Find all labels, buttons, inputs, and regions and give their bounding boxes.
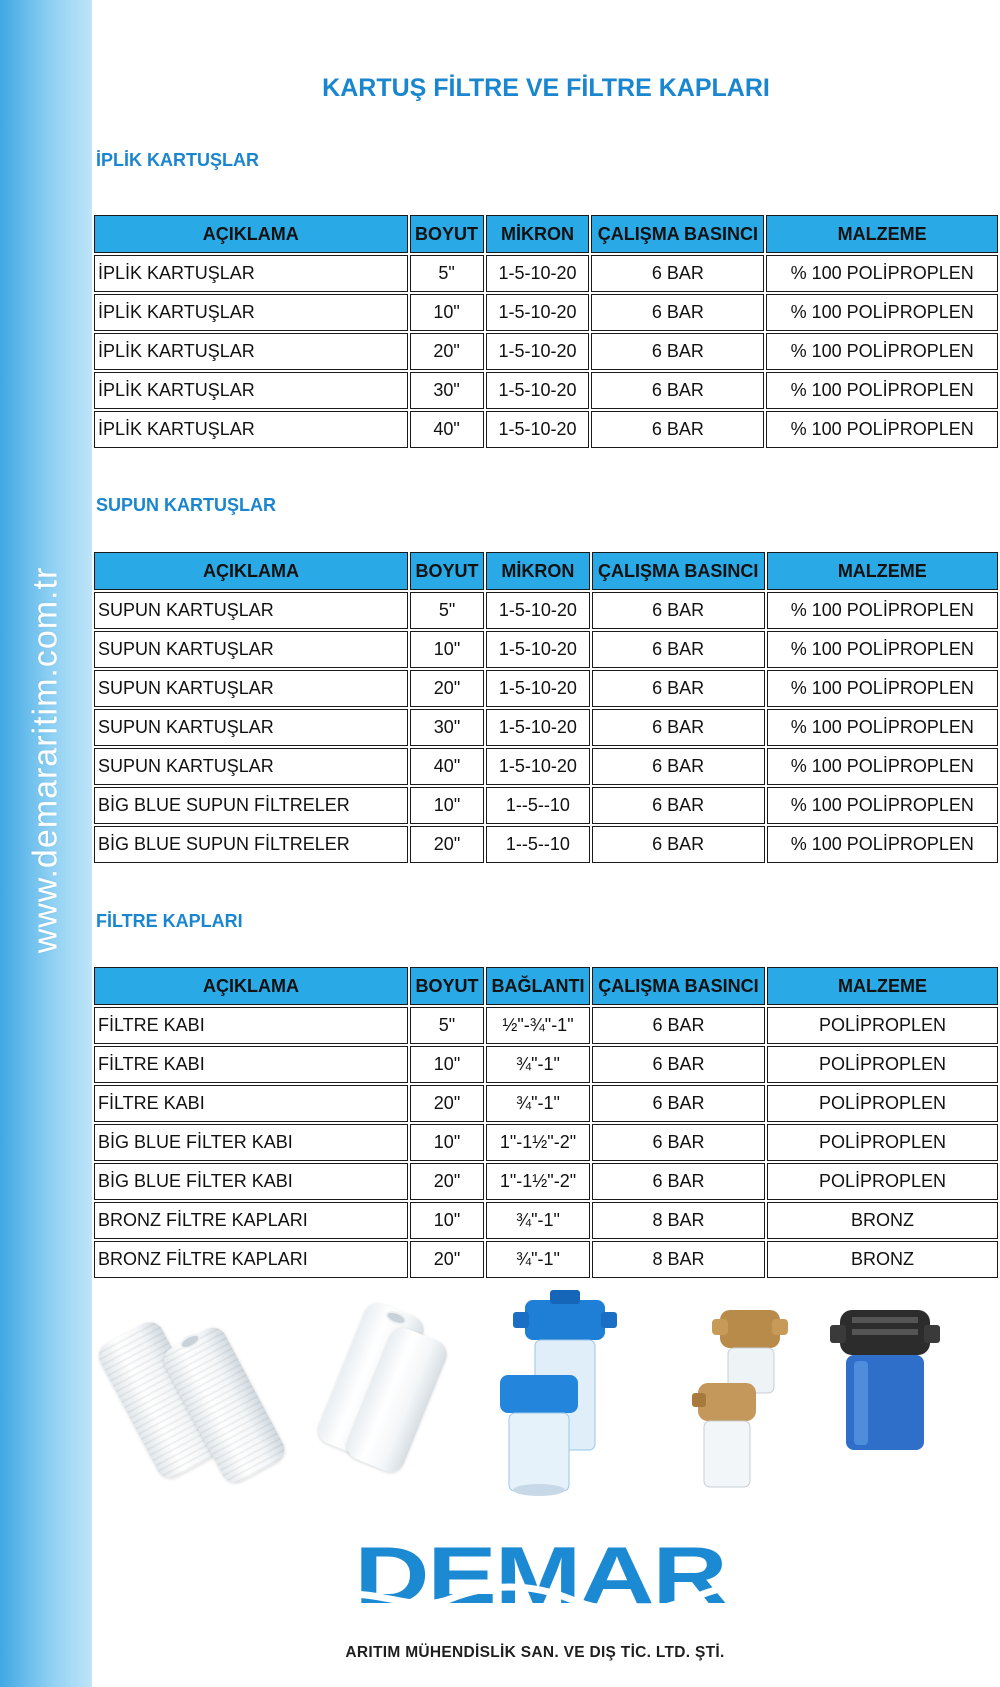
table-header-row	[94, 552, 998, 590]
table-cell: % 100 POLİPROPLEN	[766, 372, 998, 409]
table-row	[94, 670, 998, 707]
table-cell: 1-5-10-20	[486, 592, 590, 629]
bronze-housing-image	[690, 1305, 800, 1495]
table-cell: 6 BAR	[592, 631, 765, 668]
table-cell: 1--5--10	[486, 787, 590, 824]
table-cell: 1"-1½"-2"	[486, 1124, 590, 1161]
table-cell: ¾"-1"	[486, 1046, 590, 1083]
logo-wave-icon	[330, 1573, 750, 1623]
column-header: ÇALIŞMA BASINCI	[592, 552, 765, 590]
table-cell: SUPUN KARTUŞLAR	[94, 631, 408, 668]
table-cell: 20"	[410, 333, 484, 370]
table-cell: BRONZ FİLTRE KAPLARI	[94, 1241, 408, 1278]
table-cell: 8 BAR	[592, 1241, 765, 1278]
table-cell: 10"	[410, 787, 484, 824]
table-row	[94, 1202, 998, 1239]
table-cell: BRONZ FİLTRE KAPLARI	[94, 1202, 408, 1239]
page-title: KARTUŞ FİLTRE VE FİLTRE KAPLARI	[322, 74, 770, 102]
table-cell: 20"	[410, 1163, 484, 1200]
table-cell: 1-5-10-20	[486, 294, 590, 331]
table-cell: % 100 POLİPROPLEN	[766, 333, 998, 370]
column-header: AÇIKLAMA	[94, 215, 408, 253]
table-cell: İPLİK KARTUŞLAR	[94, 372, 408, 409]
column-header: MALZEME	[767, 967, 998, 1005]
table-cell: % 100 POLİPROPLEN	[767, 709, 998, 746]
table-cell: BİG BLUE FİLTER KABI	[94, 1163, 408, 1200]
table-cell: 10"	[410, 1124, 484, 1161]
table-cell: % 100 POLİPROPLEN	[767, 670, 998, 707]
table-cell: BİG BLUE FİLTER KABI	[94, 1124, 408, 1161]
column-header: BOYUT	[410, 215, 484, 253]
table-cell: 5"	[410, 1007, 484, 1044]
table-cell: BRONZ	[767, 1241, 998, 1278]
table-cell: 6 BAR	[592, 709, 765, 746]
column-header: MİKRON	[486, 552, 590, 590]
table-cell: 1-5-10-20	[486, 255, 590, 292]
table-cell: 6 BAR	[592, 1085, 765, 1122]
table-cell: FİLTRE KABI	[94, 1007, 408, 1044]
table-row	[94, 1007, 998, 1044]
table-row	[94, 333, 998, 370]
table-cell: 20"	[410, 1241, 484, 1278]
table-cell: SUPUN KARTUŞLAR	[94, 670, 408, 707]
table-cell: 1-5-10-20	[486, 372, 590, 409]
table-cell: 20"	[410, 826, 484, 863]
company-subtitle: ARITIM MÜHENDİSLİK SAN. VE DIŞ TİC. LTD. ŞTİ.	[345, 1644, 725, 1661]
table-row	[94, 1046, 998, 1083]
table-cell: BRONZ	[767, 1202, 998, 1239]
side-band	[0, 0, 92, 1687]
supun-table	[92, 550, 1000, 865]
table-cell: 6 BAR	[591, 333, 764, 370]
logo-wordmark: DEMAR	[354, 1530, 726, 1621]
table-cell: % 100 POLİPROPLEN	[767, 826, 998, 863]
table-row	[94, 826, 998, 863]
table-cell: 6 BAR	[591, 372, 764, 409]
table-row	[94, 411, 998, 448]
section-title-iplik: İPLİK KARTUŞLAR	[96, 150, 259, 170]
table-row	[94, 631, 998, 668]
table-cell: İPLİK KARTUŞLAR	[94, 294, 408, 331]
table-row	[94, 372, 998, 409]
table-row	[94, 255, 998, 292]
table-cell: % 100 POLİPROPLEN	[767, 592, 998, 629]
table-row	[94, 1163, 998, 1200]
filtre-kaplari-table	[92, 965, 1000, 1280]
table-cell: 30"	[410, 372, 484, 409]
table-row	[94, 1241, 998, 1278]
table-cell: ¾"-1"	[486, 1202, 590, 1239]
table-cell: FİLTRE KABI	[94, 1046, 408, 1083]
column-header: MALZEME	[767, 552, 998, 590]
table-cell: 6 BAR	[592, 592, 765, 629]
column-header: BOYUT	[410, 552, 484, 590]
table-cell: ¾"-1"	[486, 1241, 590, 1278]
table-row	[94, 1085, 998, 1122]
table-cell: 6 BAR	[592, 787, 765, 824]
column-header: ÇALIŞMA BASINCI	[591, 215, 764, 253]
iplik-table	[92, 213, 1000, 450]
table-row	[94, 709, 998, 746]
table-cell: POLİPROPLEN	[767, 1085, 998, 1122]
table-cell: POLİPROPLEN	[767, 1046, 998, 1083]
column-header: BOYUT	[410, 967, 484, 1005]
table-cell: 6 BAR	[591, 411, 764, 448]
table-cell: 6 BAR	[592, 748, 765, 785]
table-cell: % 100 POLİPROPLEN	[766, 411, 998, 448]
table-row	[94, 748, 998, 785]
table-cell: 30"	[410, 709, 484, 746]
website-url: www.demararitim.com.tr	[26, 566, 65, 954]
table-cell: 1-5-10-20	[486, 670, 590, 707]
table-cell: 1-5-10-20	[486, 333, 590, 370]
table-row	[94, 1124, 998, 1161]
table-header-row	[94, 215, 998, 253]
table-cell: % 100 POLİPROPLEN	[766, 294, 998, 331]
table-cell: 6 BAR	[592, 826, 765, 863]
table-cell: ½"-¾"-1"	[486, 1007, 590, 1044]
table-row	[94, 592, 998, 629]
table-row	[94, 294, 998, 331]
table-cell: POLİPROPLEN	[767, 1124, 998, 1161]
table-cell: % 100 POLİPROPLEN	[766, 255, 998, 292]
sediment-cartridge-image	[305, 1300, 455, 1475]
table-cell: 1-5-10-20	[486, 709, 590, 746]
table-cell: BİG BLUE SUPUN FİLTRELER	[94, 826, 408, 863]
section-title-filtre-kaplari: FİLTRE KAPLARI	[96, 911, 243, 931]
table-cell: 6 BAR	[592, 1046, 765, 1083]
table-cell: FİLTRE KABI	[94, 1085, 408, 1122]
big-blue-housing-image	[830, 1305, 940, 1455]
table-cell: 1"-1½"-2"	[486, 1163, 590, 1200]
section-title-supun: SUPUN KARTUŞLAR	[96, 495, 276, 515]
table-cell: SUPUN KARTUŞLAR	[94, 592, 408, 629]
column-header: MİKRON	[486, 215, 590, 253]
table-cell: 6 BAR	[592, 1007, 765, 1044]
table-cell: POLİPROPLEN	[767, 1007, 998, 1044]
table-cell: ¾"-1"	[486, 1085, 590, 1122]
column-header: BAĞLANTI	[486, 967, 590, 1005]
table-cell: 1-5-10-20	[486, 748, 590, 785]
table-cell: 5"	[410, 255, 484, 292]
blue-housing-image	[495, 1290, 635, 1500]
table-cell: POLİPROPLEN	[767, 1163, 998, 1200]
table-cell: 6 BAR	[592, 1124, 765, 1161]
table-cell: 20"	[410, 670, 484, 707]
table-cell: SUPUN KARTUŞLAR	[94, 748, 408, 785]
table-cell: 5"	[410, 592, 484, 629]
table-cell: BİG BLUE SUPUN FİLTRELER	[94, 787, 408, 824]
table-cell: 10"	[410, 1202, 484, 1239]
table-cell: İPLİK KARTUŞLAR	[94, 333, 408, 370]
table-cell: İPLİK KARTUŞLAR	[94, 255, 408, 292]
table-cell: 8 BAR	[592, 1202, 765, 1239]
column-header: AÇIKLAMA	[94, 552, 408, 590]
table-header-row	[94, 967, 998, 1005]
string-cartridge-image	[115, 1300, 285, 1475]
table-cell: 10"	[410, 294, 484, 331]
table-cell: 6 BAR	[592, 1163, 765, 1200]
table-cell: 1-5-10-20	[486, 631, 590, 668]
table-cell: 6 BAR	[592, 670, 765, 707]
table-cell: 40"	[410, 748, 484, 785]
column-header: AÇIKLAMA	[94, 967, 408, 1005]
table-cell: 6 BAR	[591, 255, 764, 292]
column-header: ÇALIŞMA BASINCI	[592, 967, 765, 1005]
table-cell: % 100 POLİPROPLEN	[767, 787, 998, 824]
table-row	[94, 787, 998, 824]
table-cell: % 100 POLİPROPLEN	[767, 748, 998, 785]
table-cell: 10"	[410, 1046, 484, 1083]
table-cell: % 100 POLİPROPLEN	[767, 631, 998, 668]
table-cell: 40"	[410, 411, 484, 448]
table-cell: İPLİK KARTUŞLAR	[94, 411, 408, 448]
table-cell: 1-5-10-20	[486, 411, 590, 448]
table-cell: 6 BAR	[591, 294, 764, 331]
column-header: MALZEME	[766, 215, 998, 253]
table-cell: 10"	[410, 631, 484, 668]
table-cell: SUPUN KARTUŞLAR	[94, 709, 408, 746]
table-cell: 1--5--10	[486, 826, 590, 863]
table-cell: 20"	[410, 1085, 484, 1122]
